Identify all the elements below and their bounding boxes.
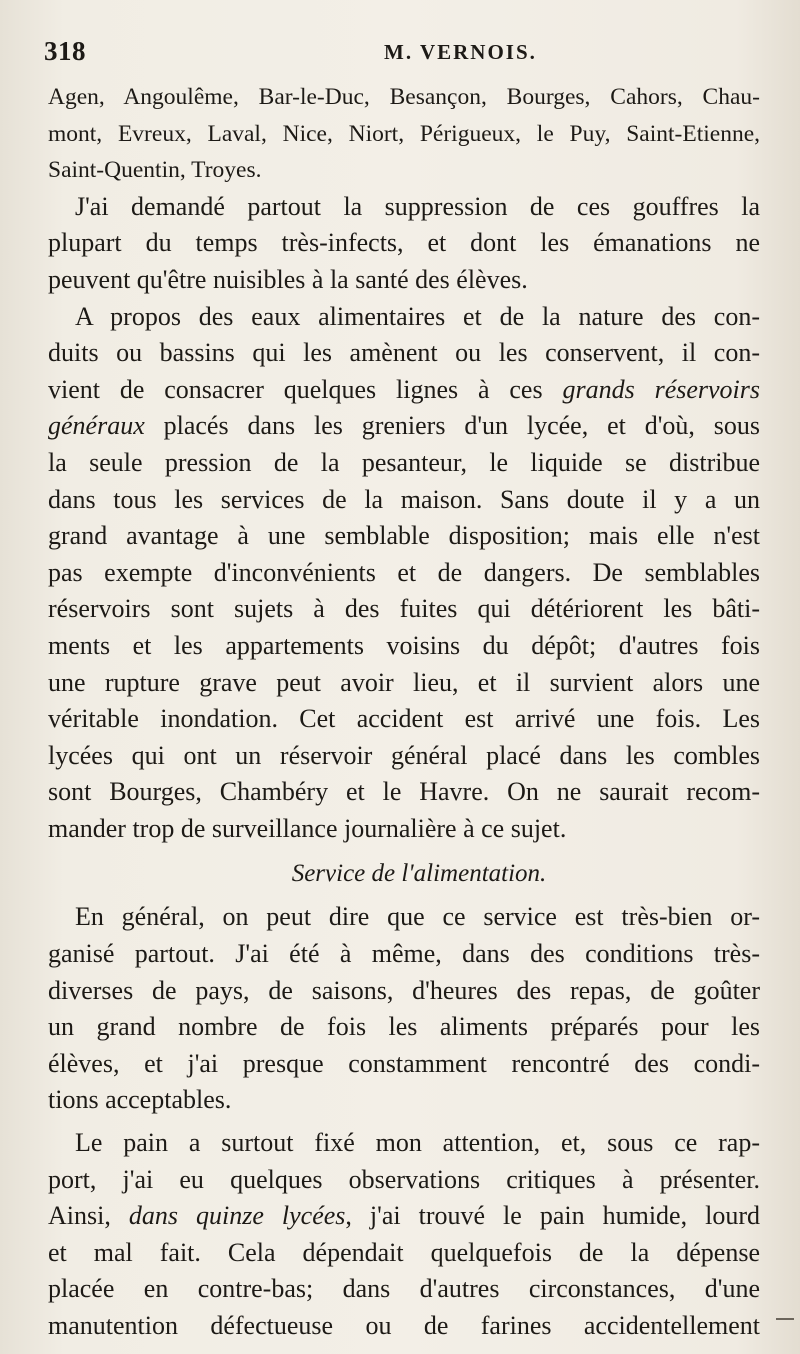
text-line: En général, on peut dire que ce service est très-bien or-	[75, 902, 760, 932]
text-line: ganisé partout. J'ai été à même, dans des conditions très-	[48, 939, 760, 969]
text-line: duits ou bassins qui les amènent ou les conservent, il con-	[48, 338, 760, 368]
text-line: tions acceptables.	[48, 1085, 232, 1115]
text-line: A propos des eaux alimentaires et de la nature des con-	[75, 301, 760, 331]
section-heading: Service de l'alimentation.	[291, 860, 547, 888]
text-line: sont Bourges, Chambéry et le Havre. On ne saurait recom-	[48, 777, 760, 807]
italic-phrase: grands réservoirs	[562, 374, 761, 404]
text-run: , j'ai trouvé le pain humide, lourd	[345, 1201, 760, 1231]
text-line-with-italic	[48, 1198, 760, 1235]
text-line: mont, Evreux, Laval, Nice, Niort, Périgueux, le Puy, Saint-Etienne,	[48, 120, 760, 147]
text-line-with-italic	[48, 408, 760, 445]
page-header	[44, 36, 762, 76]
text-line: la seule pression de la pesanteur, le liquide se distribue	[48, 447, 760, 477]
text-line: mander trop de surveillance journalière à ce sujet.	[48, 813, 567, 843]
margin-mark	[776, 1318, 794, 1320]
italic-phrase: dans quinze lycées	[128, 1201, 346, 1231]
text-line: diverses de pays, de saisons, d'heures des repas, de goûter	[48, 975, 760, 1005]
page-number: 318	[44, 36, 86, 66]
text-line: élèves, et j'ai presque constamment rencontré des condi-	[48, 1048, 760, 1078]
text-line: un grand nombre de fois les aliments préparés pour les	[48, 1012, 760, 1042]
text-line: manutention défectueuse ou de farines accidentellement	[48, 1311, 760, 1340]
text-line: lycées qui ont un réservoir général placé dans les combles	[48, 740, 760, 770]
text-line: plupart du temps très-infects, et dont les émanations ne	[48, 228, 760, 258]
text-run: Ainsi,	[48, 1201, 129, 1231]
text-line: une rupture grave peut avoir lieu, et il survient alors une	[48, 667, 760, 697]
text-line: véritable inondation. Cet accident est arrivé une fois. Les	[48, 704, 760, 734]
running-head: M. VERNOIS.	[384, 40, 537, 64]
text-line: Saint-Quentin, Troyes.	[48, 157, 262, 184]
text-line: Agen, Angoulême, Bar-le-Duc, Besançon, Bourges, Cahors, Chau-	[48, 84, 760, 110]
text-line: pas exempte d'inconvénients et de dangers. De semblables	[48, 557, 760, 587]
text-run: placés dans les greniers d'un lycée, et d'où, sous	[144, 411, 760, 441]
text-line: grand avantage à une semblable disposition; mais elle n'est	[48, 521, 760, 551]
text-line: J'ai demandé partout la suppression de ces gouffres la	[75, 191, 760, 221]
text-line: peuvent qu'être nuisibles à la santé des élèves.	[48, 264, 528, 294]
text-line: Le pain a surtout fixé mon attention, et, sous ce rap-	[75, 1128, 760, 1158]
text-line-with-italic	[48, 372, 760, 409]
text-line: réservoirs sont sujets à des fuites qui détériorent les bâti-	[48, 594, 760, 624]
text-line: dans tous les services de la maison. Sans doute il y a un	[48, 484, 760, 514]
text-line: placée en contre-bas; dans d'autres circonstances, d'une	[48, 1274, 760, 1304]
italic-phrase: généraux	[48, 411, 145, 441]
text-line: et mal fait. Cela dépendait quelquefois de la dépense	[48, 1237, 760, 1267]
text-line: ments et les appartements voisins du dépôt; d'autres fois	[48, 630, 760, 660]
page-body	[48, 79, 760, 1345]
text-line: port, j'ai eu quelques observations critiques à présenter.	[48, 1164, 760, 1194]
text-run: vient de consacrer quelques lignes à ces	[48, 374, 563, 404]
